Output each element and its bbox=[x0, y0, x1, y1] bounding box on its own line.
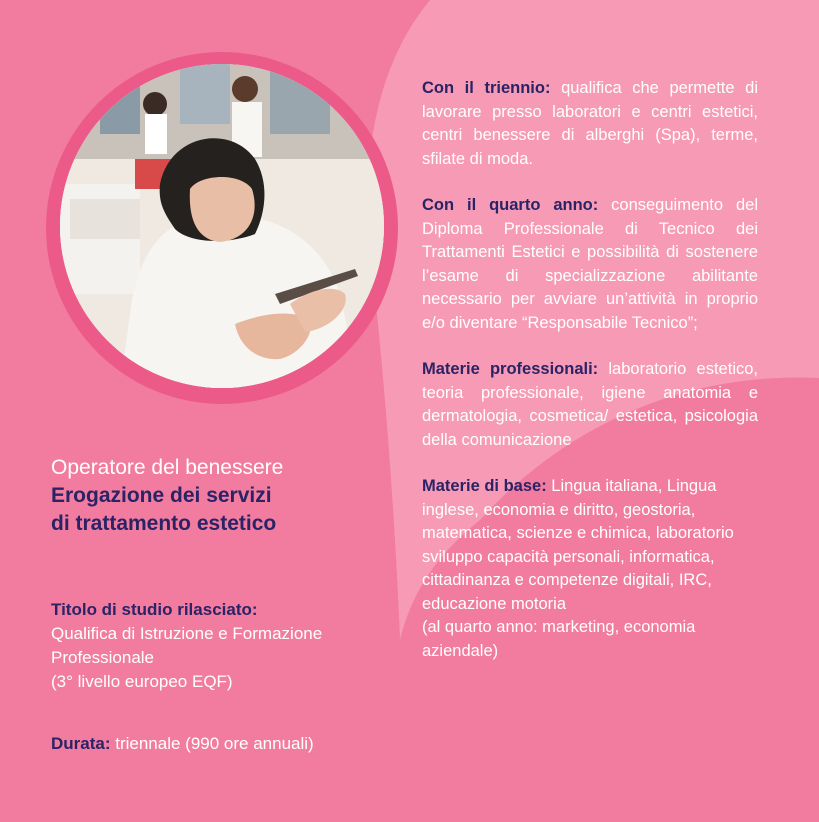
qualification-line1: Qualifica di Istruzione e Formazione bbox=[51, 624, 323, 643]
duration-label: Durata: bbox=[51, 734, 111, 753]
student-photo bbox=[60, 64, 384, 388]
materie-professionali-label: Materie professionali: bbox=[422, 360, 599, 378]
section-materie-base bbox=[422, 475, 758, 616]
course-title-line1: Operatore del benessere bbox=[51, 456, 284, 479]
materie-professionali-text: laboratorio estetico, teoria professionale, igiene anatomia e dermatologia, cosmetica/ estetica, psicologia della comunicazione bbox=[422, 360, 758, 449]
quarto-anno-text: conseguimento del Diploma Professionale di Tecnico dei Trattamenti Estetici e possibilità di sostenere l’esame di specializzazione abilitante necessario per avviare un’attività in proprio e/o diventare “Responsabile Tecnico”; bbox=[422, 196, 758, 332]
section-materie-professionali bbox=[422, 358, 758, 452]
triennio-label: Con il triennio: bbox=[422, 79, 551, 97]
materie-base-text: Lingua italiana, Lingua inglese, economia e diritto, geostoria, matematica, scienze e chimica, laboratorio sviluppo capacità personali, informatica, cittadinanza e competenze digitali, IRC, educazione motoria bbox=[422, 477, 734, 613]
section-quarto-anno bbox=[422, 194, 758, 335]
qualification-label: Titolo di studio rilasciato: bbox=[51, 600, 258, 619]
section-triennio bbox=[422, 77, 758, 171]
course-title-line2: Erogazione dei servizi bbox=[51, 484, 272, 507]
qualification-line2: Professionale bbox=[51, 648, 155, 667]
materie-base-label: Materie di base: bbox=[422, 477, 547, 495]
materie-base-note: (al quarto anno: marketing, economia aziendale) bbox=[422, 618, 696, 660]
triennio-text: qualifica che permette di lavorare presso laboratori e centri estetici, centri benessere di alberghi (Spa), terme, sfilate di moda. bbox=[422, 79, 759, 168]
qualification-block bbox=[51, 598, 401, 694]
course-details bbox=[422, 77, 758, 663]
course-title-line3: di trattamento estetico bbox=[51, 512, 277, 535]
course-title bbox=[51, 454, 401, 538]
duration-value: triennale (990 ore annuali) bbox=[110, 734, 314, 753]
duration-block bbox=[51, 732, 411, 756]
quarto-anno-label: Con il quarto anno: bbox=[422, 196, 599, 214]
qualification-line3: (3° livello europeo EQF) bbox=[51, 672, 233, 691]
